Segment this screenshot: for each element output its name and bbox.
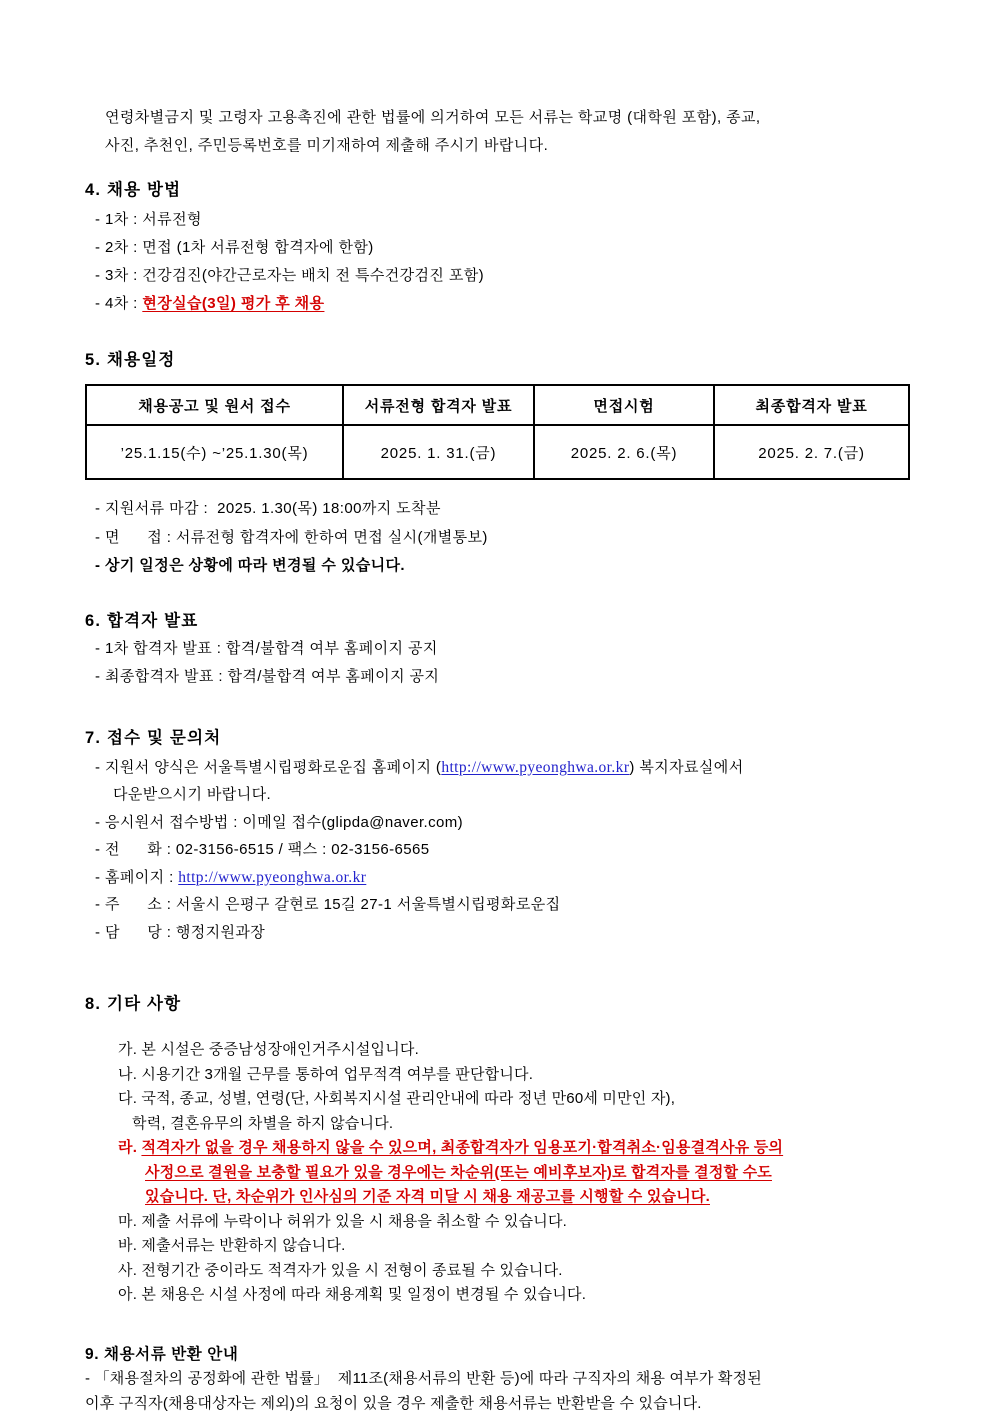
section-title: 9. 채용서류 반환 안내 xyxy=(85,1345,239,1363)
table-header-cell: 채용공고 및 원서 접수 xyxy=(86,385,343,425)
list-item: 아. 본 채용은 시설 사정에 따라 채용계획 및 일정이 변경될 수 있습니다. xyxy=(118,1286,587,1303)
list-item: 마. 제출 서류에 누락이나 허위가 있을 시 채용을 취소할 수 있습니다. xyxy=(118,1212,568,1230)
intro-line: 사진, 추천인, 주민등록번호를 미기재하여 제출해 주시기 바랍니다. xyxy=(105,137,549,154)
list-item: 바. 제출서류는 반환하지 않습니다. xyxy=(118,1237,346,1254)
section-recruitment-method xyxy=(85,176,908,318)
intro-paragraph xyxy=(105,104,908,160)
list-item: - 최종합격자 발표 : 합격/불합격 여부 홈페이지 공지 xyxy=(95,667,440,685)
warning-text: 있습니다. 단, 차순위가 인사심의 기준 자격 미달 시 채용 재공고를 시행할 수 있습니다. xyxy=(145,1188,710,1205)
warning-label: 라. xyxy=(118,1139,142,1156)
warning-line xyxy=(118,1161,908,1186)
warning-line xyxy=(118,1136,908,1161)
note-line: - 지원서류 마감 : 2025. 1.30(목) 18:00까지 도착분 xyxy=(95,500,441,517)
section-results xyxy=(85,607,908,691)
list-item: - 1차 합격자 발표 : 합격/불합격 여부 홈페이지 공지 xyxy=(95,639,438,657)
note-line-bold: - 상기 일정은 상황에 따라 변경될 수 있습니다. xyxy=(95,557,405,574)
warning-text: 적격자가 없을 경우 채용하지 않을 수 있으며, 최종합격자가 임용포기·합격취소·임용결격사유 등의 xyxy=(141,1139,784,1156)
section-other-matters xyxy=(85,990,908,1308)
list-item: - 담 당 : 행정지원과장 xyxy=(95,923,266,941)
homepage-link[interactable]: http://www.pyeonghwa.or.kr xyxy=(441,758,630,776)
body-line: 이후 구직자(채용대상자는 제외)의 요청이 있을 경우 제출한 채용서류는 반환받을 수 있습니다. xyxy=(85,1394,702,1412)
list-item: 나. 시용기간 3개월 근무를 통하여 업무적격 여부를 판단합니다. xyxy=(118,1065,534,1083)
homepage-link[interactable]: http://www.pyeonghwa.or.kr xyxy=(178,868,367,886)
table-cell: 2025. 2. 7.(금) xyxy=(714,425,909,479)
section-contact xyxy=(85,724,908,947)
text-fragment: - 지원서 양식은 서울특별시립평화로운집 홈페이지 ( xyxy=(95,758,442,776)
section-title: 8. 기타 사항 xyxy=(85,995,182,1013)
list-item xyxy=(95,290,908,318)
list-item: - 1차 : 서류전형 xyxy=(95,211,202,228)
text-fragment: - 홈페이지 : xyxy=(95,868,179,886)
list-item-continuation: 학력, 결혼유무의 차별을 하지 않습니다. xyxy=(132,1114,394,1132)
table-header-cell: 최종합격자 발표 xyxy=(714,385,909,425)
list-item-continuation: 다운받으시기 바랍니다. xyxy=(113,786,272,803)
list-item xyxy=(95,864,908,892)
intro-line: 연령차별금지 및 고령자 고용촉진에 관한 법률에 의거하여 모든 서류는 학교명 (대학원 포함), 종교, xyxy=(105,109,761,126)
list-item: - 주 소 : 서울시 은평구 갈현로 15길 27-1 서울특별시립평화로운집 xyxy=(95,896,561,913)
warning-text-block xyxy=(118,1136,908,1210)
table-header-cell: 면접시험 xyxy=(534,385,714,425)
section-title: 6. 합격자 발표 xyxy=(85,611,199,630)
schedule-table xyxy=(85,384,910,480)
warning-text: 사정으로 결원을 보충할 필요가 있을 경우에는 차순위(또는 예비후보자)로 합격자를 결정할 수도 xyxy=(145,1163,772,1181)
list-item: - 응시원서 접수방법 : 이메일 접수(glipda@naver.com) xyxy=(95,813,464,831)
section-title: 7. 접수 및 문의처 xyxy=(85,728,222,747)
table-header-row xyxy=(86,385,909,425)
highlighted-text: 현장실습(3일) 평가 후 채용 xyxy=(142,295,325,312)
list-item: - 3차 : 건강검진(야간근로자는 배치 전 특수건강검진 포함) xyxy=(95,267,485,284)
warning-line xyxy=(118,1185,908,1210)
list-item: 가. 본 시설은 중증남성장애인거주시설입니다. xyxy=(118,1041,419,1058)
table-cell: ’25.1.15(수) ~’25.1.30(목) xyxy=(86,425,343,479)
section-document-return xyxy=(85,1342,908,1416)
table-header-cell: 서류전형 합격자 발표 xyxy=(343,385,534,425)
schedule-notes xyxy=(95,495,908,581)
table-cell: 2025. 2. 6.(목) xyxy=(534,425,714,479)
list-item: 다. 국적, 종교, 성별, 연령(단, 사회복지시설 관리안내에 따라 정년 만60세 미만인 자), xyxy=(118,1090,676,1107)
list-item: - 전 화 : 02-3156-6515 / 팩스 : 02-3156-6565 xyxy=(95,841,430,858)
section-title: 4. 채용 방법 xyxy=(85,181,182,199)
note-line: - 면 접 : 서류전형 합격자에 한하여 면접 실시(개별통보) xyxy=(95,528,488,546)
section-title: 5. 채용일정 xyxy=(85,351,176,369)
table-cell: 2025. 1. 31.(금) xyxy=(343,425,534,479)
table-row xyxy=(86,425,909,479)
section-schedule xyxy=(85,346,908,581)
text-fragment: ) 복지자료실에서 xyxy=(629,758,744,776)
list-item xyxy=(95,754,908,782)
list-item: - 2차 : 면접 (1차 서류전형 합격자에 한함) xyxy=(95,239,374,256)
list-item-prefix: - 4차 : xyxy=(95,295,143,312)
list-item: 사. 전형기간 중이라도 적격자가 있을 시 전형이 종료될 수 있습니다. xyxy=(118,1261,563,1279)
body-line: - 「채용절차의 공정화에 관한 법률」 제11조(채용서류의 반환 등)에 따라 구직자의 채용 여부가 확정된 xyxy=(85,1369,762,1387)
